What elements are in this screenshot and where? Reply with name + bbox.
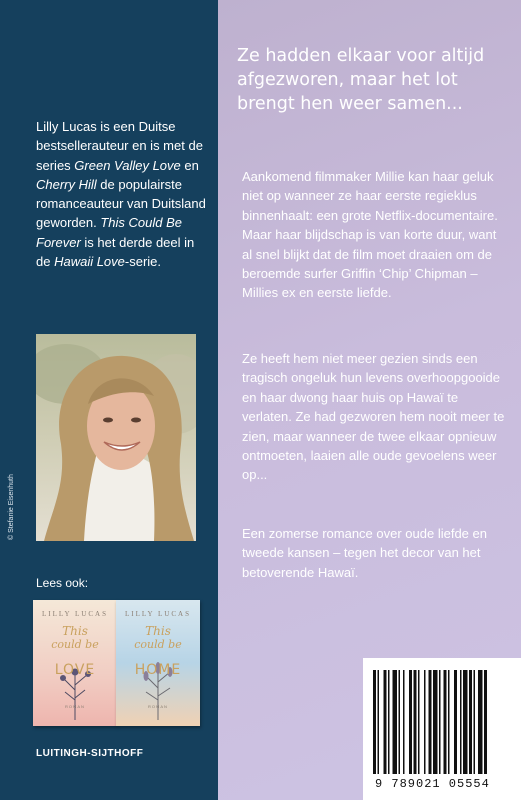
bio-text: en — [180, 157, 199, 173]
barcode-bar — [409, 670, 412, 774]
bio-text: Lilly Lucas is een Duitse bestsellerauteur en is met de series — [36, 119, 203, 173]
author-bio — [36, 117, 208, 271]
barcode-bar — [429, 670, 432, 774]
book-author: LILLY LUCAS — [42, 610, 108, 618]
barcode-bar — [460, 670, 462, 774]
barcode-bar — [469, 670, 472, 774]
blurb-paragraph-2: Ze heeft hem niet meer gezien sinds een tragisch ongeluk hun levens overhoopgooide en haar dwong haar huis op Hawaï te verlaten. Ze had gezworen hem nooit meer te zien, maar wanneer de twee elkaar opnieuw ontmoeten, laaien alle oude gevoelens weer op... — [242, 351, 505, 483]
barcode-bar — [399, 670, 401, 774]
photo-credit: © Stefanie Eisenhuth — [8, 474, 15, 540]
barcode-bar — [439, 670, 441, 774]
barcode-bar — [433, 670, 438, 774]
book-title-line1: This — [145, 624, 171, 638]
book-title-word: LOVE — [54, 662, 96, 678]
bio-series-green-valley: Green Valley Love — [74, 157, 181, 173]
barcode-bar — [444, 670, 447, 774]
blurb-paragraph-1: Aankomend filmmaker Millie kan haar geluk niet op wanneer ze haar eerste regieklus binnenhaalt: een grote Netflix-documentaire. Maar haar blijdschap is van korte duur, want al snel blijkt dat de film moet draaien om de beroemde surfer Griffin ‘Chip’ Chipman – Millies ex en eerste liefde. — [242, 169, 498, 301]
barcode-number: 9 789021 05554 — [375, 777, 490, 791]
barcode-bar — [418, 670, 420, 774]
blurb-paragraph-3: Een zomerse romance over oude liefde en tweede kansen – tegen het decor van het betoverende Hawaï. — [242, 526, 487, 580]
barcode-bar — [403, 670, 405, 774]
book-title-line2: could be — [51, 638, 99, 651]
bio-text: is het derde deel in de — [36, 234, 195, 270]
book-cover-this-could-be-home — [116, 600, 200, 726]
book-genre: ROMAN — [148, 704, 168, 709]
author-photo — [36, 334, 196, 541]
barcode-bar — [454, 670, 457, 774]
barcode-bar — [474, 670, 476, 774]
bio-text: -serie. — [124, 254, 162, 270]
barcode-bar — [463, 670, 468, 774]
lees-ook-label: Lees ook: — [36, 576, 89, 590]
barcode-bar — [478, 670, 483, 774]
barcode-bars — [373, 670, 513, 774]
barcode-bar — [393, 670, 398, 774]
book-title-word: HOME — [134, 662, 182, 678]
barcode-bar — [414, 670, 417, 774]
barcode-bar — [373, 670, 376, 774]
book-title-line2: could be — [134, 638, 182, 651]
bio-text: de populairste romanceauteur van Duitsland geworden. — [36, 176, 206, 231]
bio-book-title: This Could Be Forever — [36, 215, 182, 250]
barcode-bar — [378, 670, 380, 774]
isbn-barcode — [363, 658, 521, 800]
book-author: LILLY LUCAS — [125, 610, 191, 618]
bio-series-cherry-hill: Cherry Hill — [36, 176, 97, 192]
barcode-bar — [484, 670, 487, 774]
publisher-logo: LUITINGH-SIJTHOFF — [36, 748, 144, 759]
barcode-bar — [388, 670, 390, 774]
bio-series-hawaii-love: Hawaii Love — [54, 254, 125, 270]
book-cover-this-could-be-love — [33, 600, 117, 726]
book-genre: ROMAN — [65, 704, 85, 709]
barcode-bar — [448, 670, 450, 774]
book-title-line1: This — [62, 624, 88, 638]
tagline: Ze hadden elkaar voor altijd afgezworen, maar het lot brengt hen weer samen... — [237, 46, 485, 114]
barcode-bar — [424, 670, 426, 774]
barcode-bar — [384, 670, 387, 774]
